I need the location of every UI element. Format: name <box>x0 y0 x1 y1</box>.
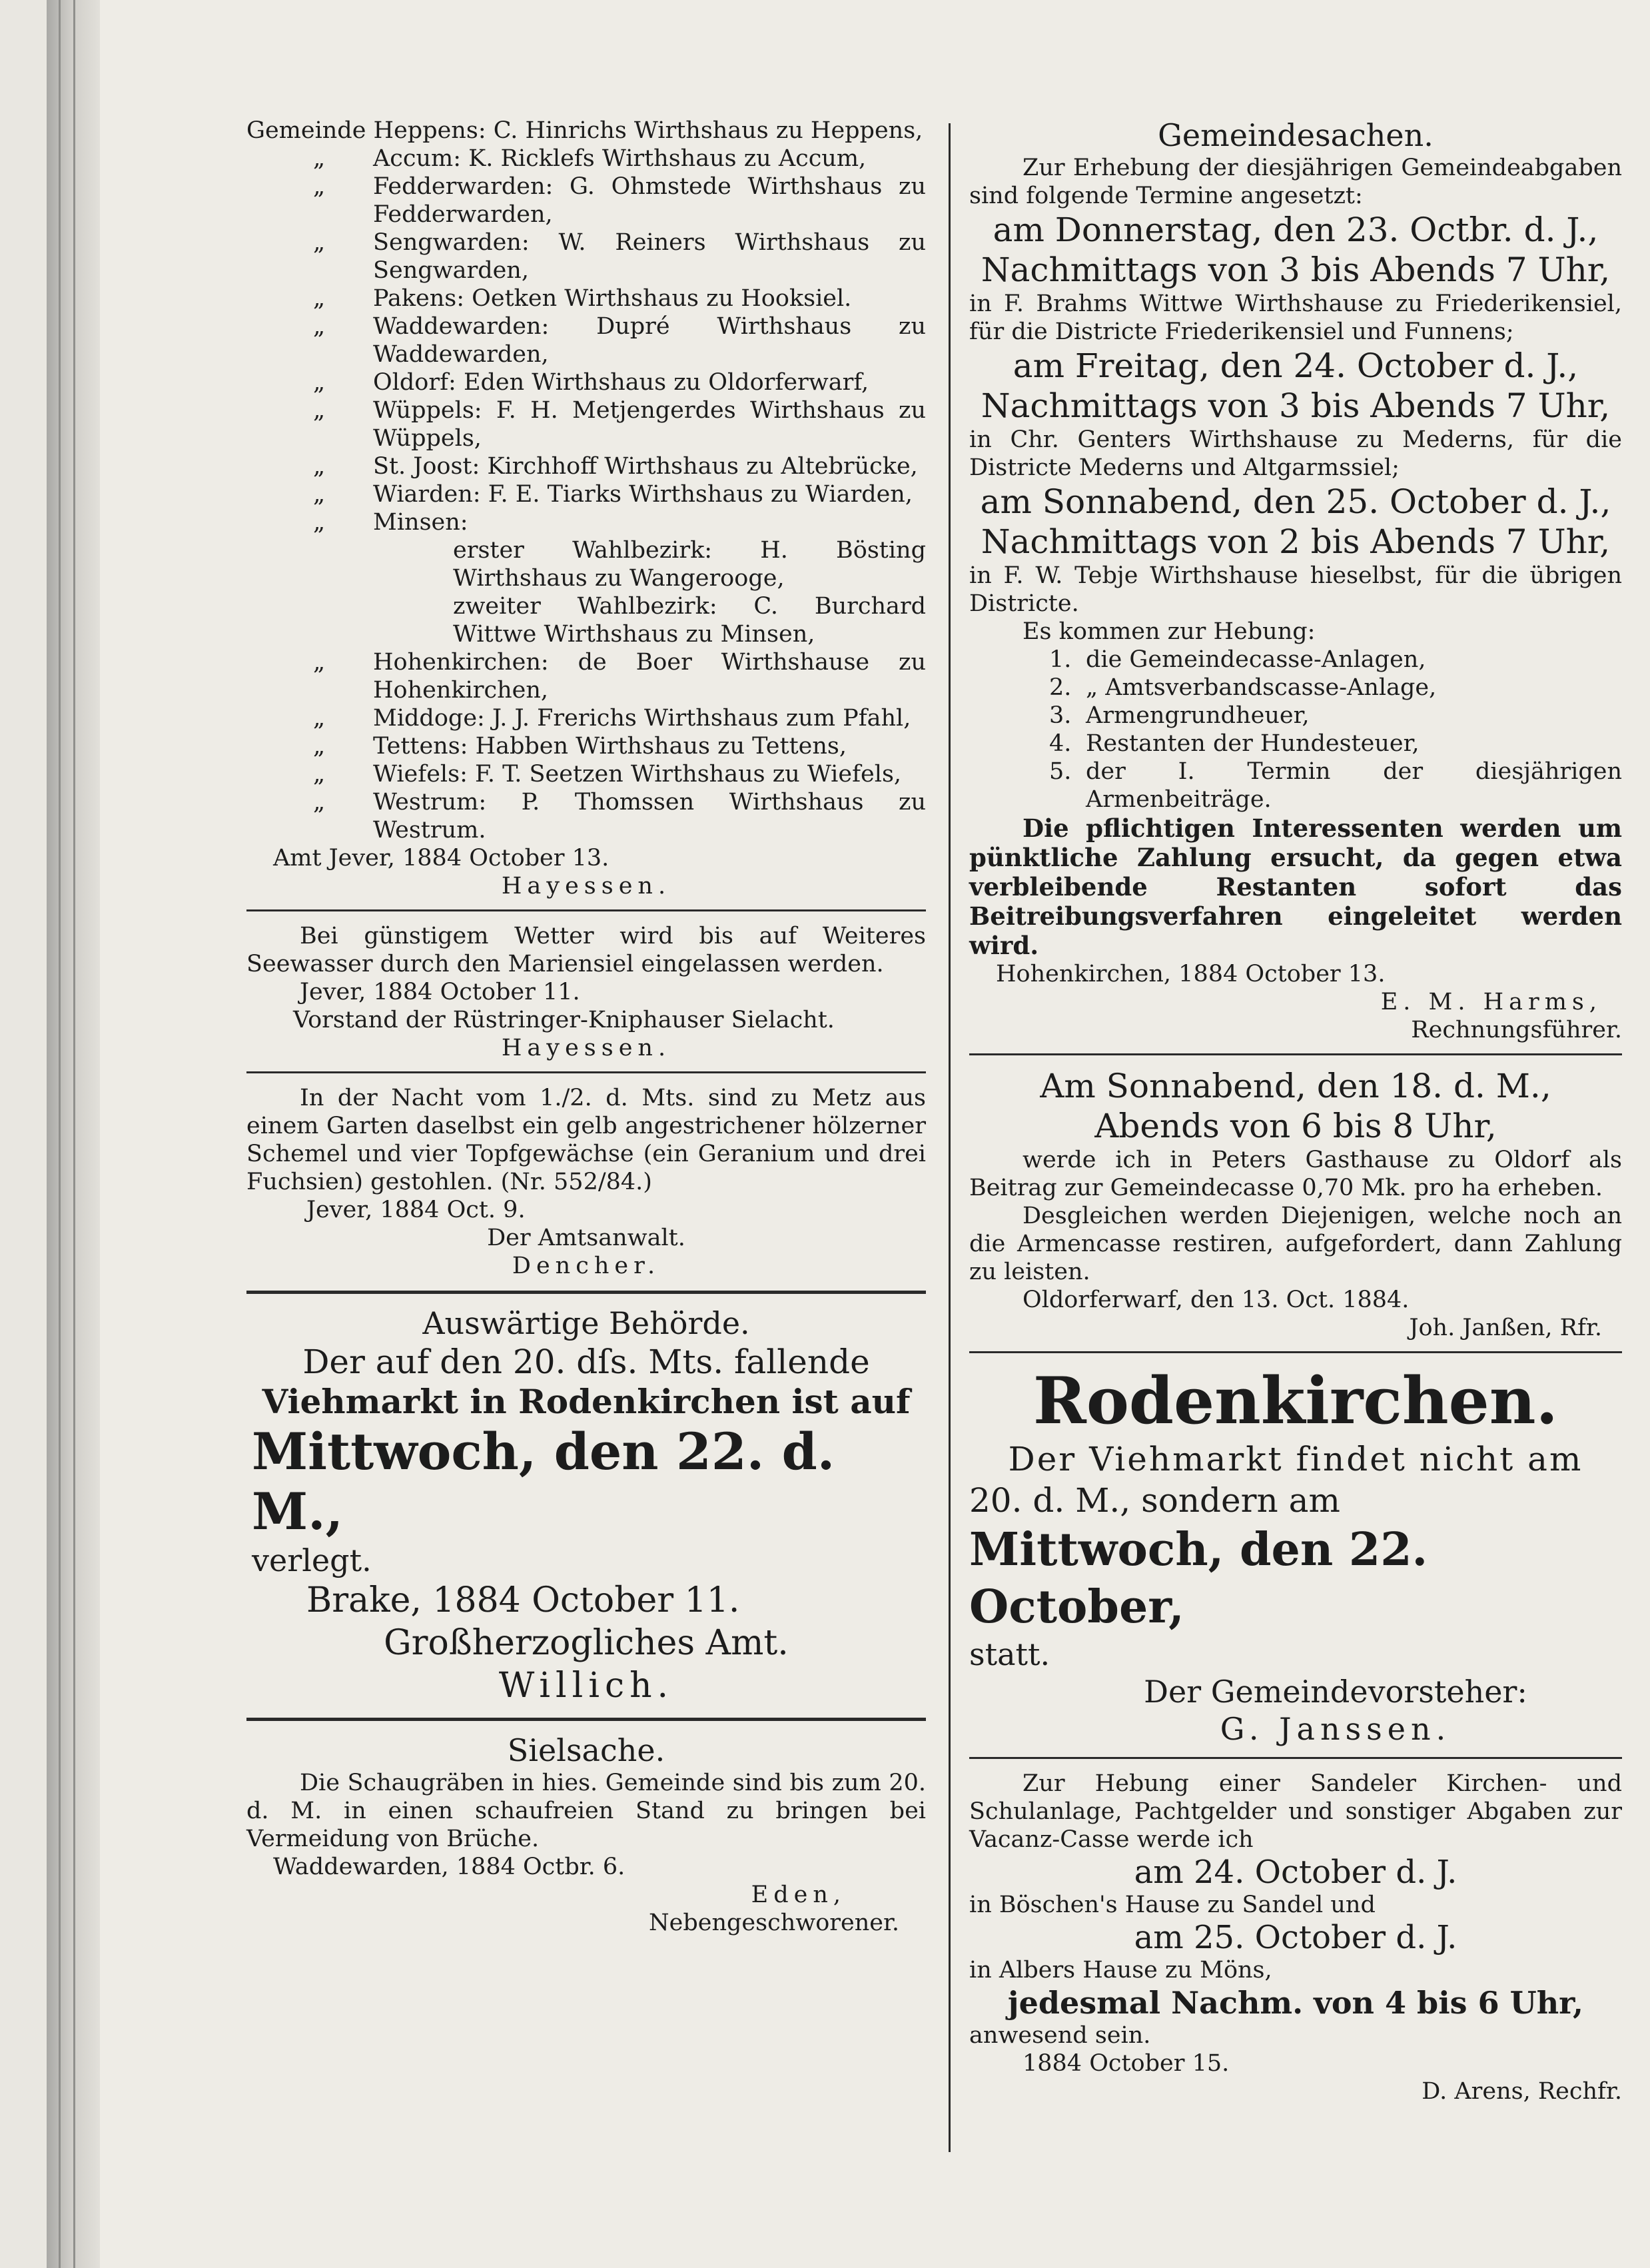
divider <box>246 1291 926 1294</box>
gutter-line <box>59 0 61 2268</box>
divider <box>969 1757 1622 1759</box>
theft-office: Der Amtsanwalt. <box>487 1225 685 1251</box>
polling-place-text: Accum: K. Ricklefs Wirthshaus zu Accum, <box>373 145 867 172</box>
term1-place: in F. Brahms Wittwe Wirthshause zu Friederikensiel, für die Districte Friederikensiel und Funnens; <box>969 290 1622 345</box>
levy-item-text: Armengrundheuer, <box>1086 702 1310 729</box>
polling-place-text: Sengwarden: W. Reiners Wirthshaus zu Sengwarden, <box>373 229 926 284</box>
polling-place-text: Wiefels: F. T. Seetzen Wirthshaus zu Wiefels, <box>373 761 902 788</box>
old-line1: Am Sonnabend, den 18. d. M., <box>1040 1067 1551 1105</box>
term2-time: Nachmittags von 3 bis Abends 7 Uhr, <box>981 386 1611 425</box>
san-end: anwesend sein. <box>969 2022 1151 2049</box>
ditto-mark: „ <box>313 145 326 172</box>
siel2-signature: Eden, <box>751 1882 846 1908</box>
gem-heading: Gemeindesachen. <box>1158 117 1434 153</box>
ditto-mark: „ <box>313 453 326 480</box>
ditto-mark: „ <box>313 229 326 256</box>
siel-date: Jever, 1884 October 11. <box>300 979 580 1005</box>
polling-place-row <box>246 648 926 704</box>
ditto-mark: „ <box>313 285 326 312</box>
polling-place-row <box>246 396 926 452</box>
polling-place-row <box>246 284 926 312</box>
levy-item-number: 3. <box>1049 702 1072 729</box>
polling-place-text: Oldorf: Eden Wirthshaus zu Oldorferwarf, <box>373 369 869 396</box>
polling-place-text: St. Joost: Kirchhoff Wirthshaus zu Altebrücke, <box>373 453 918 480</box>
theft-date: Jever, 1884 Oct. 9. <box>306 1197 526 1223</box>
gem-intro: Zur Erhebung der diesjährigen Gemeindeabgaben sind folgende Termine angesetzt: <box>969 155 1622 209</box>
levy-item <box>1049 674 1622 702</box>
ext-office: Großherzogliches Amt. <box>384 1623 789 1663</box>
ext-heading: Auswärtige Behörde. <box>422 1305 750 1341</box>
gem-role: Rechnungsführer. <box>1411 1017 1622 1043</box>
gem-signature: E. M. Harms, <box>1380 989 1602 1015</box>
polling-place-text: Westrum: P. Thomssen Wirthshaus zu Westrum. <box>373 789 926 844</box>
polling-place-row <box>246 368 926 396</box>
polling-place-text: Waddewarden: Dupré Wirthshaus zu Waddewarden, <box>373 313 926 368</box>
term1-date: am Donnerstag, den 23. Octbr. d. J., <box>993 211 1599 249</box>
divider <box>246 1071 926 1073</box>
san-time: jedesmal Nachm. von 4 bis 6 Uhr, <box>1007 1985 1584 2021</box>
rod-office: Der Gemeindevorsteher: <box>1144 1674 1527 1710</box>
polling-place-text: Fedderwarden: G. Ohmstede Wirthshaus zu Fedderwarden, <box>373 173 926 228</box>
ext-line4: verlegt. <box>252 1542 372 1578</box>
rod-heading: Rodenkirchen. <box>1033 1363 1558 1438</box>
siel-org: Vorstand der Rüstringer-Kniphauser Sielacht. <box>293 1007 835 1033</box>
term2-date: am Freitag, den 24. October d. J., <box>1013 346 1579 385</box>
levy-item <box>1049 758 1622 814</box>
polling-place-text: Pakens: Oetken Wirthshaus zu Hooksiel. <box>373 285 852 312</box>
levy-item-text: der I. Termin der diesjährigen Armenbeiträge. <box>1086 758 1622 813</box>
polling-place-text: Gemeinde Heppens: C. Hinrichs Wirthshaus zu Heppens, <box>246 117 923 144</box>
ditto-mark: „ <box>313 509 326 536</box>
sielsache-notice <box>246 1732 926 1937</box>
polling-places-notice <box>246 117 926 900</box>
old-signature: Joh. Janßen, Rfr. <box>1409 1315 1602 1341</box>
polling-place-row <box>246 704 926 732</box>
ditto-mark: „ <box>313 313 326 340</box>
polling-place-text: Minsen: <box>373 509 468 536</box>
levy-item-number: 4. <box>1049 730 1072 757</box>
ditto-mark: „ <box>313 789 326 816</box>
san-signature: D. Arens, Rechfr. <box>1422 2078 1622 2105</box>
theft-notice <box>246 1084 926 1280</box>
polling-place-text: zweiter Wahlbezirk: C. Burchard Wittwe Wirthshaus zu Minsen, <box>453 593 926 648</box>
divider <box>969 1053 1622 1055</box>
levy-item-text: die Gemeindecasse-Anlagen, <box>1086 646 1426 673</box>
ditto-mark: „ <box>313 761 326 788</box>
polling-place-text: Wüppels: F. H. Metjengerdes Wirthshaus zu Wüppels, <box>373 397 926 452</box>
gem-date: Hohenkirchen, 1884 October 13. <box>996 961 1386 987</box>
polling-place-row <box>246 592 926 648</box>
polling-place-row <box>246 173 926 229</box>
divider <box>969 1351 1622 1353</box>
siel2-body: Die Schaugräben in hies. Gemeinde sind bis zum 20. d. M. in einen schaufreien Stand zu bringen bei Vermeidung von Brüche. <box>246 1770 926 1852</box>
polling-place-row <box>246 145 926 173</box>
san-body: Zur Hebung einer Sandeler Kirchen- und Schulanlage, Pachtgelder und sonstiger Abgaben zur Vacanz-Casse werde ich <box>969 1770 1622 1853</box>
levy-item <box>1049 702 1622 730</box>
polling-place-text: erster Wahlbezirk: H. Bösting Wirthshaus zu Wangerooge, <box>453 537 926 592</box>
polling-place-text: Hohenkirchen: de Boer Wirthshause zu Hohenkirchen, <box>373 649 926 704</box>
items-intro: Es kommen zur Hebung: <box>1023 618 1316 645</box>
amt-date: Amt Jever, 1884 October 13. <box>273 845 610 871</box>
polling-place-text: Tettens: Habben Wirthshaus zu Tettens, <box>373 733 847 760</box>
rod-line2: 20. d. M., sondern am <box>969 1481 1340 1520</box>
san-date2: am 25. October d. J. <box>1134 1919 1457 1956</box>
rod-line1: Der Viehmarkt findet nicht am <box>1008 1440 1583 1478</box>
polling-place-row <box>246 732 926 760</box>
polling-place-row <box>246 508 926 536</box>
divider <box>246 909 926 911</box>
ext-signature: Willich. <box>498 1666 674 1706</box>
amt-signature: Hayessen. <box>501 873 671 899</box>
newspaper-page <box>47 0 1650 2268</box>
levy-item <box>1049 646 1622 674</box>
old-line2: Abends von 6 bis 8 Uhr, <box>1094 1107 1497 1145</box>
siel2-heading: Sielsache. <box>507 1732 665 1768</box>
rod-line3: Mittwoch, den 22. October, <box>969 1523 1428 1634</box>
polling-place-row <box>246 536 926 592</box>
rod-signature: G. Janssen. <box>1220 1711 1451 1747</box>
term3-place: in F. W. Tebje Wirthshause hieselbst, für die übrigen Districte. <box>969 562 1622 617</box>
polling-place-row <box>246 452 926 480</box>
ditto-mark: „ <box>313 369 326 396</box>
column-rule <box>949 123 951 2152</box>
ditto-mark <box>246 536 373 592</box>
siel2-role: Nebengeschworener. <box>649 1910 899 1936</box>
ditto-mark: „ <box>313 649 326 676</box>
term3-time: Nachmittags von 2 bis Abends 7 Uhr, <box>981 522 1611 561</box>
external-authority-notice <box>246 1305 926 1707</box>
theft-body: In der Nacht vom 1./2. d. Mts. sind zu Metz aus einem Garten daselbst ein gelb angestrichener hölzerner Schemel und vier Topfgewächse (ein Geranium und drei Fuchsien) gestohlen. (Nr. 552/84.) <box>246 1085 926 1195</box>
siel-notice <box>246 922 926 1062</box>
polling-place-row <box>246 229 926 284</box>
polling-place-row <box>246 480 926 508</box>
levy-item <box>1049 730 1622 758</box>
polling-place-row <box>246 312 926 368</box>
ext-date: Brake, 1884 October 11. <box>306 1580 740 1620</box>
old-body: werde ich in Peters Gasthause zu Oldorf als Beitrag zur Gemeindecasse 0,70 Mk. pro ha erheben. <box>969 1147 1622 1201</box>
polling-place-text: Middoge: J. J. Frerichs Wirthshaus zum Pfahl, <box>373 705 911 732</box>
oldorf-notice <box>969 1066 1622 1342</box>
levy-item-number: 1. <box>1049 646 1072 673</box>
old-body2: Desgleichen werden Diejenigen, welche noch an die Armencasse restiren, aufgefordert, dann Zahlung zu leisten. <box>969 1203 1622 1285</box>
levy-item-text: Restanten der Hundesteuer, <box>1086 730 1420 757</box>
ditto-mark <box>246 592 373 648</box>
san-place1: in Böschen's Hause zu Sandel und <box>969 1892 1376 1918</box>
ditto-mark: „ <box>313 397 326 424</box>
polling-place-text: Wiarden: F. E. Tiarks Wirthshaus zu Wiarden, <box>373 481 913 508</box>
old-date: Oldorferwarf, den 13. Oct. 1884. <box>1023 1287 1410 1313</box>
gemeindesachen-notice <box>969 117 1622 1044</box>
levy-item-number: 5. <box>1049 758 1072 785</box>
term1-time: Nachmittags von 3 bis Abends 7 Uhr, <box>981 251 1611 289</box>
san-date: 1884 October 15. <box>1023 2050 1230 2077</box>
term3-date: am Sonnabend, den 25. October d. J., <box>980 482 1611 521</box>
san-date1: am 24. October d. J. <box>1134 1854 1457 1891</box>
divider <box>246 1718 926 1721</box>
ditto-mark: „ <box>313 173 326 200</box>
ditto-mark: „ <box>313 705 326 732</box>
term2-place: in Chr. Genters Wirthshause zu Mederns, für die Districte Mederns und Altgarmssiel; <box>969 426 1622 481</box>
rodenkirchen-notice <box>969 1364 1622 1748</box>
levy-item-text: „ Amtsverbandscasse-Anlage, <box>1086 674 1437 701</box>
gutter-line <box>73 0 75 2268</box>
ext-line1: Der auf den 20. dſs. Mts. fallende <box>302 1343 870 1381</box>
levy-item-number: 2. <box>1049 674 1072 701</box>
theft-signature: Dencher. <box>512 1253 661 1279</box>
left-column <box>246 117 926 1937</box>
ext-line3: Mittwoch, den 22. d. M., <box>252 1422 835 1541</box>
gem-warning: Die pflichtigen Interessenten werden um pünktliche Zahlung ersucht, da gegen etwa verbleibende Restanten sofort das Beitreibungsverfahren eingeleitet werden wird. <box>969 814 1622 960</box>
sandel-notice <box>969 1770 1622 2105</box>
polling-place-row <box>246 788 926 844</box>
ditto-mark: „ <box>313 733 326 760</box>
ditto-mark: „ <box>313 481 326 508</box>
rod-line4: statt. <box>969 1636 1050 1672</box>
levy-items-list <box>969 646 1622 814</box>
right-column <box>969 117 1622 2105</box>
siel-body: Bei günstigem Wetter wird bis auf Weiteres Seewasser durch den Mariensiel eingelassen werden. <box>246 923 926 977</box>
polling-places-list <box>246 117 926 844</box>
siel2-date: Waddewarden, 1884 Octbr. 6. <box>273 1854 625 1880</box>
siel-signature: Hayessen. <box>501 1035 671 1061</box>
ext-line2: Viehmarkt in Rodenkirchen ist auf <box>262 1382 911 1421</box>
polling-place-row <box>246 117 926 145</box>
polling-place-row <box>246 760 926 788</box>
san-place2: in Albers Hause zu Möns, <box>969 1957 1272 1984</box>
